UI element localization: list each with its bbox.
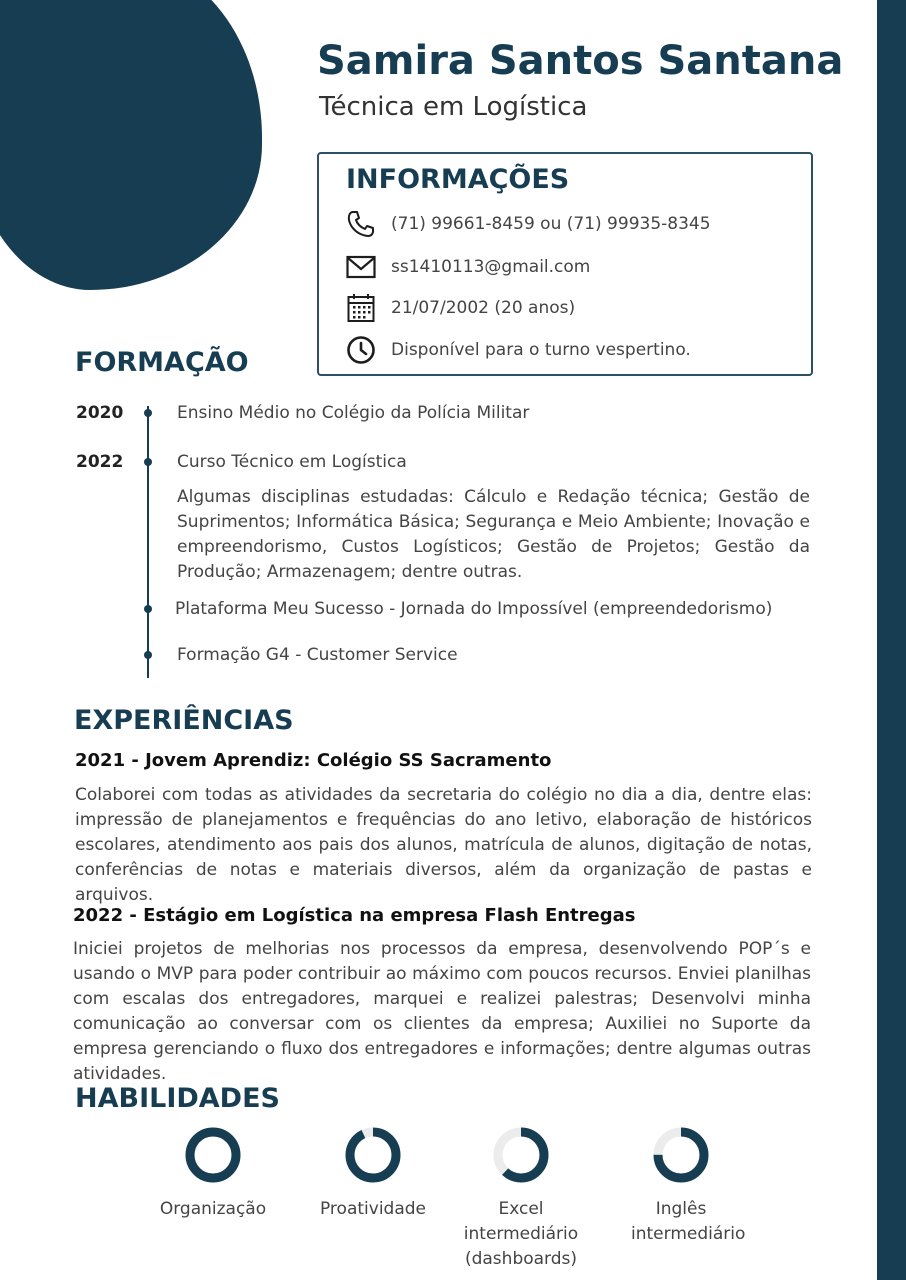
info-row-phone [345, 208, 711, 240]
info-box [317, 152, 813, 376]
timeline-text: Curso Técnico em Logística [177, 452, 407, 472]
mail-icon [345, 251, 377, 283]
info-row-availability [345, 334, 691, 366]
skill-ring [343, 1125, 403, 1185]
experience-description: Iniciei projetos de melhorias nos processos da empresa, desenvolvendo POP´s e usando o MVP para poder contribuir ao máximo com poucos recursos. Enviei planilhas com escalas dos entregadores, marquei e realizei palestras; Desenvolvi minha comunicação ao conversar com os clientes da empresa; Auxiliei no Suporte da empresa gerenciando o fluxo dos entregadores e informações; dentre algumas outras atividades. [73, 939, 811, 1084]
timeline-year: 2020 [76, 403, 124, 423]
timeline-dot [144, 409, 152, 417]
skill-item [143, 1125, 283, 1222]
side-bar [877, 0, 906, 1280]
email-text: ss1410113@gmail.com [391, 257, 591, 277]
timeline-text: Plataforma Meu Sucesso - Jornada do Impossível (empreendedorismo) [175, 599, 773, 619]
experience-heading: 2022 - Estágio em Logística na empresa Flash Entregas [73, 905, 636, 926]
birthdate-text: 21/07/2002 (20 anos) [391, 298, 576, 318]
candidate-role: Técnica em Logística [319, 92, 588, 122]
timeline-text: Ensino Médio no Colégio da Polícia Militar [177, 403, 530, 423]
skill-label: Organização [159, 1199, 267, 1219]
skill-item [303, 1125, 443, 1222]
timeline-detail: Algumas disciplinas estudadas: Cálculo e Redação técnica; Gestão de Suprimentos; Informática Básica; Segurança e Meio Ambiente; Inovação e empreendorismo, Custos Logísticos; Gestão de Projetos; Gestão da Produção; Armazenagem; dentre outras. [177, 487, 810, 582]
skill-item [611, 1125, 751, 1247]
info-row-email [345, 251, 590, 283]
timeline-dot [144, 605, 152, 613]
phone-icon [345, 208, 377, 240]
skill-ring [183, 1125, 243, 1185]
timeline-year: 2022 [76, 452, 124, 472]
candidate-name: Samira Santos Santana [317, 38, 844, 84]
skill-label: Proatividade [319, 1199, 427, 1219]
timeline-text: Formação G4 - Customer Service [177, 645, 458, 665]
skill-label: Inglês intermediário [631, 1199, 746, 1244]
habilidades-title: HABILIDADES [75, 1083, 280, 1114]
skill-ring [491, 1125, 551, 1185]
phone-text: (71) 99661-8459 ou (71) 99935-8345 [391, 214, 711, 234]
availability-text: Disponível para o turno vespertino. [391, 340, 691, 360]
skill-ring [651, 1125, 711, 1185]
timeline-dot [144, 458, 152, 466]
timeline-line [147, 406, 149, 678]
experiencias-title: EXPERIÊNCIAS [74, 705, 294, 736]
clock-icon [345, 334, 377, 366]
info-row-birthdate [345, 292, 575, 324]
decorative-blob [0, 0, 262, 290]
skill-label: Excel intermediário (dashboards) [463, 1199, 579, 1269]
timeline-dot [144, 651, 152, 659]
calendar-icon [345, 292, 377, 324]
skill-item [451, 1125, 591, 1272]
info-title: INFORMAÇÕES [346, 164, 570, 195]
experience-description: Colaborei com todas as atividades da secretaria do colégio no dia a dia, dentre elas: impressão de planejamentos e frequências do ano letivo, elaboração de históricos escolares, atendimento aos pais dos alunos, matrícula de alunos, digitação de notas, conferências de notas e materiais diversos, além da organização de pastas e arquivos. [75, 785, 812, 905]
experience-heading: 2021 - Jovem Aprendiz: Colégio SS Sacramento [75, 750, 552, 771]
formacao-title: FORMAÇÃO [75, 347, 249, 378]
